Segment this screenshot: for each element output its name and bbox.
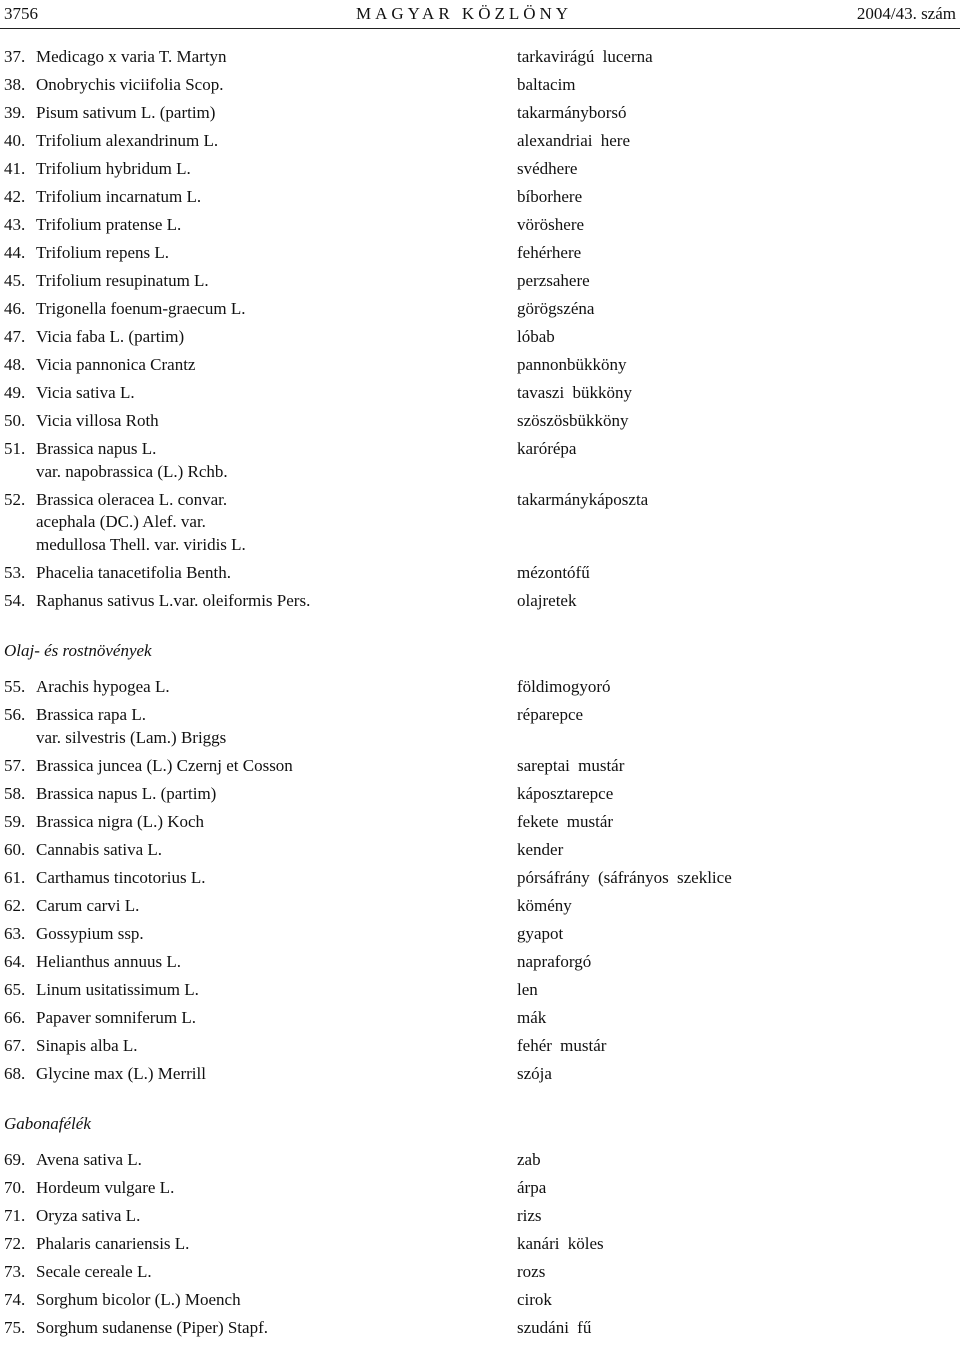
scientific-name-line: Arachis hypogea L. (36, 677, 170, 696)
common-name: svédhere (517, 159, 578, 178)
page-header (4, 4, 956, 26)
item-number: 37. (4, 47, 26, 66)
scientific-name-line: Glycine max (L.) Merrill (36, 1063, 206, 1083)
item-number: 52. (4, 489, 26, 509)
item-number: 43. (4, 215, 26, 234)
list-item (4, 382, 954, 405)
item-number: 49. (4, 383, 26, 402)
item-number: 75. (4, 1318, 26, 1337)
list-item (4, 704, 954, 749)
section-title: Olaj- és rostnövények (4, 641, 152, 660)
common-name: kanári köles (517, 1234, 604, 1253)
scientific-name (36, 382, 517, 405)
common-name: réparepce (517, 705, 584, 724)
scientific-name-line: medullosa Thell. var. viridis L. (36, 534, 246, 554)
list-item (4, 1063, 954, 1086)
scientific-name (36, 270, 517, 293)
scientific-name-line: Sinapis alba L. (36, 1035, 138, 1055)
item-number: 71. (4, 1206, 26, 1225)
item-number: 59. (4, 811, 26, 831)
item-number: 57. (4, 755, 26, 775)
scientific-name (36, 130, 517, 153)
list-item (4, 1205, 954, 1228)
list-item (4, 242, 954, 265)
common-name: zab (517, 1150, 541, 1169)
common-name: szöszösbükköny (517, 411, 629, 430)
scientific-name-line: Trigonella foenum-graecum L. (36, 299, 246, 318)
scientific-name (36, 438, 517, 483)
item-number: 65. (4, 979, 26, 999)
common-name: alexandriai here (517, 131, 631, 150)
common-name: takarmánykáposzta (517, 489, 649, 509)
item-number: 61. (4, 867, 26, 887)
scientific-name-line: Brassica nigra (L.) Koch (36, 811, 205, 831)
issue-number: 2004/43. szám (856, 4, 956, 23)
item-number: 51. (4, 439, 26, 458)
species-section (4, 1113, 954, 1340)
scientific-name (36, 867, 517, 890)
common-name: tavaszi bükköny (517, 383, 632, 402)
list-item (4, 951, 954, 974)
item-number: 62. (4, 895, 26, 915)
item-number: 50. (4, 411, 26, 430)
list-item (4, 676, 954, 699)
common-name: lóbab (517, 327, 555, 346)
common-name: fehérhere (517, 243, 582, 262)
common-name: káposztarepce (517, 783, 614, 803)
list-item (4, 186, 954, 209)
scientific-name-line: Helianthus annuus L. (36, 951, 181, 971)
scientific-name-line: Papaver somniferum L. (36, 1007, 197, 1027)
scientific-name-line: var. silvestris (Lam.) Briggs (36, 727, 227, 747)
common-name: pannonbükköny (517, 355, 627, 374)
list-item (4, 867, 954, 890)
scientific-name (36, 676, 517, 699)
scientific-name-line: Trifolium hybridum L. (36, 159, 191, 178)
common-name: fekete mustár (517, 811, 614, 831)
common-name: baltacim (517, 75, 576, 94)
scientific-name (36, 489, 517, 557)
scientific-name-line: Sorghum sudanense (Piper) Stapf. (36, 1318, 268, 1337)
list-item (4, 923, 954, 946)
scientific-name-line: Brassica rapa L. (36, 705, 146, 724)
species-section (4, 640, 954, 1085)
item-number: 45. (4, 271, 26, 290)
list-item (4, 839, 954, 862)
item-number: 63. (4, 923, 26, 943)
list-item (4, 1289, 954, 1312)
item-number: 58. (4, 783, 26, 803)
list-item (4, 1007, 954, 1030)
scientific-name-line: acephala (DC.) Alef. var. (36, 512, 206, 531)
scientific-name-line: Vicia villosa Roth (36, 411, 159, 430)
list-item (4, 783, 954, 806)
list-item (4, 354, 954, 377)
scientific-name (36, 158, 517, 181)
scientific-name-line: Sorghum bicolor (L.) Moench (36, 1290, 241, 1309)
scientific-name (36, 951, 517, 974)
scientific-name (36, 102, 517, 125)
scientific-name-line: Onobrychis viciifolia Scop. (36, 75, 224, 94)
scientific-name-line: Medicago x varia T. Martyn (36, 47, 227, 66)
common-name: rozs (517, 1262, 546, 1281)
list-item (4, 270, 954, 293)
common-name: fehér mustár (517, 1035, 607, 1055)
scientific-name-line: Trifolium incarnatum L. (36, 187, 202, 206)
scientific-name-line: Cannabis sativa L. (36, 839, 163, 859)
item-number: 60. (4, 839, 26, 859)
item-number: 53. (4, 562, 26, 582)
list-item (4, 102, 954, 125)
scientific-name (36, 895, 517, 918)
scientific-name (36, 1317, 517, 1340)
item-number: 70. (4, 1178, 26, 1197)
item-number: 67. (4, 1035, 26, 1055)
scientific-name (36, 1289, 517, 1312)
scientific-name (36, 1205, 517, 1228)
common-name: tarkavirágú lucerna (517, 47, 653, 66)
list-item (4, 1317, 954, 1340)
list-item (4, 811, 954, 834)
item-number: 44. (4, 243, 26, 262)
item-number: 72. (4, 1234, 26, 1253)
list-item (4, 1149, 954, 1172)
common-name: földimogyoró (517, 677, 611, 696)
scientific-name (36, 755, 517, 778)
scientific-name-line: Vicia sativa L. (36, 383, 135, 402)
common-name: len (517, 979, 538, 999)
scientific-name-line: Brassica oleracea L. convar. (36, 489, 228, 509)
header-rule (0, 28, 960, 29)
scientific-name (36, 410, 517, 433)
scientific-name (36, 74, 517, 97)
item-number: 68. (4, 1063, 26, 1083)
common-name: szudáni fű (517, 1318, 592, 1337)
scientific-name (36, 326, 517, 349)
item-number: 64. (4, 951, 26, 971)
scientific-name-line: Secale cereale L. (36, 1262, 152, 1281)
list-item (4, 130, 954, 153)
common-name: pórsáfrány (sáfrányos szeklice (517, 867, 732, 887)
scientific-name-line: Trifolium repens L. (36, 243, 170, 262)
list-item (4, 326, 954, 349)
item-number: 56. (4, 705, 26, 724)
common-name: kender (517, 839, 564, 859)
common-name: sareptai mustár (517, 755, 625, 775)
scientific-name (36, 1035, 517, 1058)
item-number: 73. (4, 1262, 26, 1281)
scientific-name-line: Carthamus tincotorius L. (36, 867, 206, 887)
item-number: 74. (4, 1290, 26, 1309)
scientific-name (36, 562, 517, 585)
scientific-name (36, 1063, 517, 1086)
scientific-name-line: Vicia faba L. (partim) (36, 327, 185, 346)
list-item (4, 1035, 954, 1058)
item-number: 48. (4, 355, 26, 374)
common-name: kömény (517, 895, 572, 915)
scientific-name (36, 46, 517, 69)
common-name: mák (517, 1007, 547, 1027)
item-number: 55. (4, 677, 26, 696)
common-name: perzsahere (517, 271, 590, 290)
list-item (4, 438, 954, 483)
scientific-name (36, 1261, 517, 1284)
section-title: Gabonafélék (4, 1114, 91, 1133)
list-item (4, 590, 954, 613)
item-number: 69. (4, 1150, 26, 1169)
scientific-name-line: Trifolium alexandrinum L. (36, 131, 219, 150)
scientific-name-line: Phalaris canariensis L. (36, 1234, 190, 1253)
species-section (4, 46, 954, 612)
list-item (4, 214, 954, 237)
item-number: 42. (4, 187, 26, 206)
list-item (4, 158, 954, 181)
scientific-name (36, 783, 517, 806)
list-item (4, 1261, 954, 1284)
scientific-name-line: Vicia pannonica Crantz (36, 355, 196, 374)
common-name: vöröshere (517, 215, 585, 234)
scientific-name (36, 590, 517, 613)
common-name: olajretek (517, 590, 577, 610)
scientific-name (36, 704, 517, 749)
scientific-name (36, 354, 517, 377)
list-item (4, 979, 954, 1002)
scientific-name (36, 1233, 517, 1256)
common-name: görögszéna (517, 299, 595, 318)
scientific-name-line: Trifolium resupinatum L. (36, 271, 209, 290)
common-name: bíborhere (517, 187, 583, 206)
item-number: 47. (4, 327, 26, 346)
item-number: 54. (4, 590, 26, 610)
scientific-name (36, 923, 517, 946)
scientific-name-line: Brassica juncea (L.) Czernj et Cosson (36, 755, 293, 775)
scientific-name (36, 214, 517, 237)
common-name: karórépa (517, 439, 577, 458)
scientific-name-line: Pisum sativum L. (partim) (36, 103, 216, 122)
scientific-name-line: Brassica napus L. (partim) (36, 783, 217, 803)
scientific-name-line: var. napobrassica (L.) Rchb. (36, 461, 228, 481)
scientific-name (36, 1007, 517, 1030)
scientific-name (36, 811, 517, 834)
scientific-name (36, 298, 517, 321)
scientific-name-line: Trifolium pratense L. (36, 215, 182, 234)
scientific-name-line: Gossypium ssp. (36, 923, 144, 943)
list-item (4, 489, 954, 557)
scientific-name-line: Avena sativa L. (36, 1150, 142, 1169)
scientific-name-line: Raphanus sativus L.var. oleiformis Pers. (36, 590, 311, 610)
list-item (4, 46, 954, 69)
list-item (4, 1177, 954, 1200)
item-number: 39. (4, 103, 26, 122)
list-item (4, 298, 954, 321)
item-number: 38. (4, 75, 26, 94)
list-item (4, 1233, 954, 1256)
species-list (4, 46, 954, 1345)
item-number: 40. (4, 131, 26, 150)
scientific-name-line: Carum carvi L. (36, 895, 140, 915)
scientific-name (36, 979, 517, 1002)
common-name: napraforgó (517, 951, 592, 971)
common-name: árpa (517, 1178, 547, 1197)
scientific-name-line: Brassica napus L. (36, 439, 157, 458)
list-item (4, 755, 954, 778)
scientific-name (36, 186, 517, 209)
common-name: rizs (517, 1206, 542, 1225)
item-number: 66. (4, 1007, 26, 1027)
list-item (4, 74, 954, 97)
list-item (4, 410, 954, 433)
common-name: gyapot (517, 923, 564, 943)
scientific-name-line: Linum usitatissimum L. (36, 979, 199, 999)
scientific-name-line: Phacelia tanacetifolia Benth. (36, 562, 231, 582)
scientific-name-line: Oryza sativa L. (36, 1206, 141, 1225)
page-number: 3756 (4, 4, 38, 23)
item-number: 46. (4, 299, 26, 318)
scientific-name (36, 1149, 517, 1172)
list-item (4, 562, 954, 585)
common-name: szója (517, 1063, 552, 1083)
common-name: mézontófű (517, 562, 590, 582)
list-item (4, 895, 954, 918)
scientific-name (36, 839, 517, 862)
common-name: cirok (517, 1290, 552, 1309)
scientific-name (36, 242, 517, 265)
scientific-name (36, 1177, 517, 1200)
publication-title: MAGYAR KÖZLÖNY (356, 4, 573, 23)
item-number: 41. (4, 159, 26, 178)
scientific-name-line: Hordeum vulgare L. (36, 1178, 175, 1197)
common-name: takarmányborsó (517, 103, 627, 122)
